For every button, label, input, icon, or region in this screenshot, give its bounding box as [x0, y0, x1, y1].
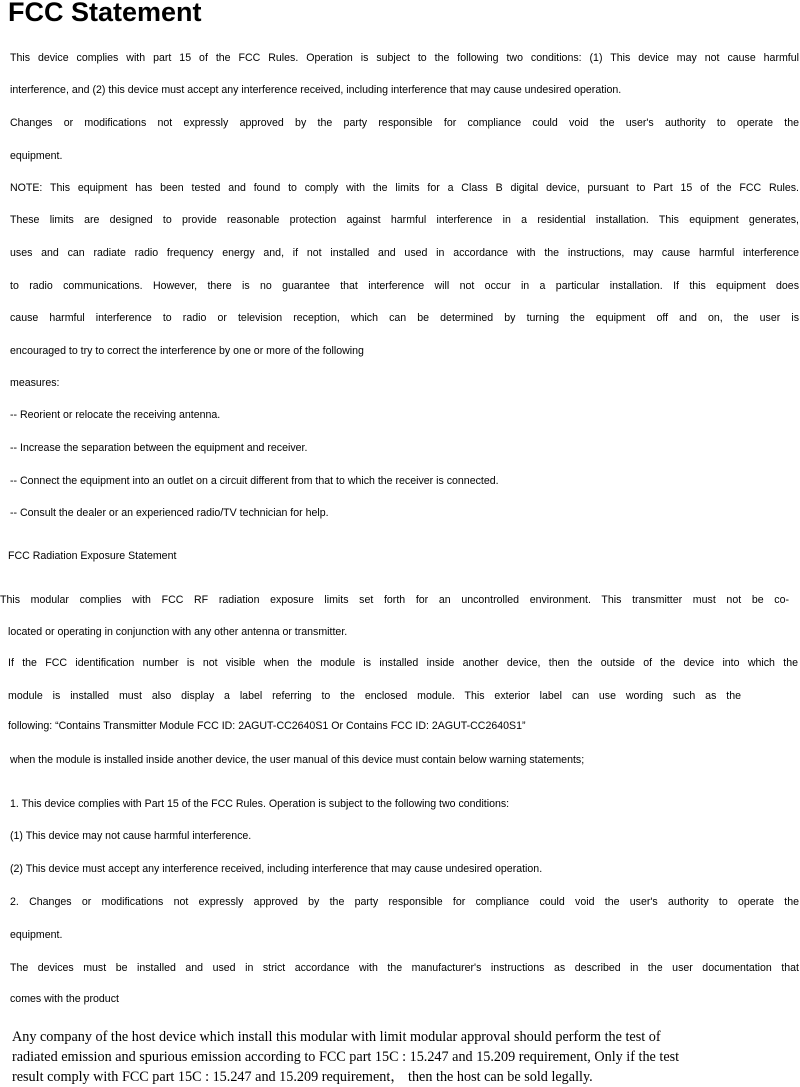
paragraph-line: These limits are designed to provide reasonable protection against harmful interference in a residential installation. This equipment generates,	[10, 214, 799, 226]
list-item: -- Connect the equipment into an outlet on a circuit different from that to which the receiver is connected.	[10, 475, 499, 487]
list-item: -- Increase the separation between the equipment and receiver.	[10, 442, 308, 454]
paragraph-line: If the FCC identification number is not visible when the module is installed inside another device, then the outside of the device into which the	[8, 657, 798, 669]
list-item: equipment.	[10, 929, 63, 941]
page-title: FCC Statement	[8, 0, 202, 27]
list-item: -- Consult the dealer or an experienced radio/TV technician for help.	[10, 507, 329, 519]
paragraph-line: interference, and (2) this device must accept any interference received, including interference that may cause undesired operation.	[10, 84, 622, 96]
paragraph-line: module is installed must also display a label referring to the enclosed module. This exterior label can use wording such as the	[8, 690, 741, 702]
host-requirement-line: radiated emission and spurious emission according to FCC part 15C : 15.247 and 15.209 requirement, Only if the test	[12, 1049, 680, 1065]
paragraph-line: NOTE: This equipment has been tested and found to comply with the limits for a Class B digital device, pursuant to Part 15 of the FCC Rules.	[10, 182, 799, 194]
host-requirement-line: result comply with FCC part 15C : 15.247 and 15.209 requirement， then the host can be sold legally.	[12, 1069, 593, 1085]
paragraph-line: when the module is installed inside another device, the user manual of this device must contain below warning statements;	[10, 754, 585, 766]
paragraph-line: encouraged to try to correct the interference by one or more of the following	[10, 345, 364, 357]
section-heading: FCC Radiation Exposure Statement	[8, 550, 177, 562]
paragraph-line: cause harmful interference to radio or television reception, which can be determined by turning the equipment off and on, the user is	[10, 312, 799, 324]
paragraph-line: measures:	[10, 377, 60, 389]
paragraph-line: The devices must be installed and used in strict accordance with the manufacturer's instructions as described in the user documentation that	[10, 962, 799, 974]
paragraph-line: located or operating in conjunction with any other antenna or transmitter.	[8, 626, 348, 638]
list-item: (1) This device may not cause harmful interference.	[10, 830, 252, 842]
paragraph-line: uses and can radiate radio frequency energy and, if not installed and used in accordance with the instructions, may cause harmful interference	[10, 247, 799, 259]
paragraph-line: equipment.	[10, 150, 63, 162]
list-item: 1. This device complies with Part 15 of the FCC Rules. Operation is subject to the following two conditions:	[10, 798, 510, 810]
paragraph-line: This device complies with part 15 of the FCC Rules. Operation is subject to the following two conditions: (1) This device may not cause harmful	[10, 52, 799, 64]
paragraph-line: comes with the product	[10, 993, 119, 1005]
host-requirement-line: Any company of the host device which install this modular with limit modular approval should perform the test of	[12, 1029, 661, 1045]
paragraph-line: to radio communications. However, there is no guarantee that interference will not occur in a particular installation. If this equipment does	[10, 280, 799, 292]
list-item: -- Reorient or relocate the receiving antenna.	[10, 409, 221, 421]
paragraph-line: Changes or modifications not expressly approved by the party responsible for compliance could void the user's authority to operate the	[10, 117, 799, 129]
paragraph-line: following: “Contains Transmitter Module FCC ID: 2AGUT-CC2640S1 Or Contains FCC ID: 2AGUT-CC2640S1”	[8, 720, 526, 732]
paragraph-line: This modular complies with FCC RF radiation exposure limits set forth for an uncontrolled environment. This transmitter must not be co-	[0, 594, 789, 606]
list-item: 2. Changes or modifications not expressly approved by the party responsible for compliance could void the user's authority to operate the	[10, 896, 799, 908]
list-item: (2) This device must accept any interference received, including interference that may cause undesired operation.	[10, 863, 543, 875]
